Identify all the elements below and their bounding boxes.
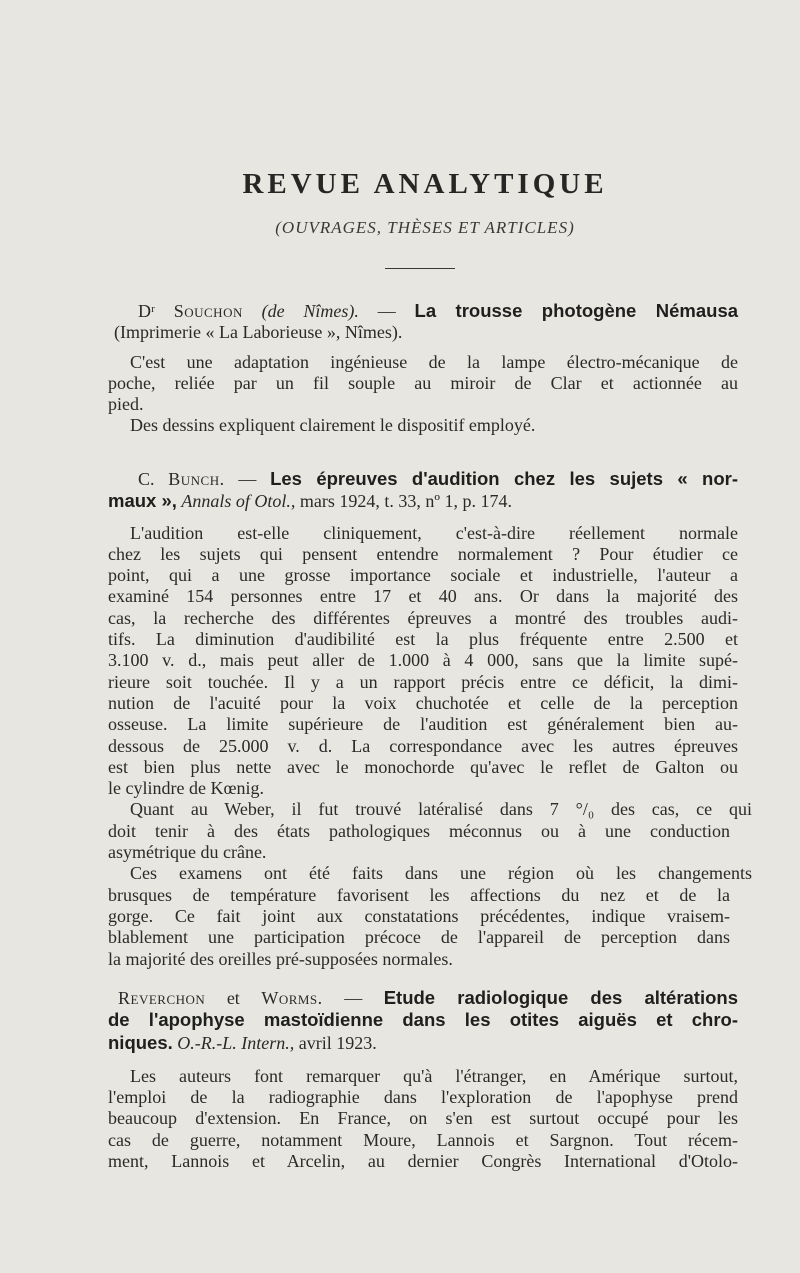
heading-dash: — <box>377 301 396 321</box>
article-title: Les épreuves d'audition chez les sujets « nor- <box>270 468 738 489</box>
entry-heading-cont <box>108 490 738 512</box>
entry-heading <box>108 987 738 1009</box>
text-line: gorge. Ce fait joint aux constatations précédentes, indique vraisem- <box>108 905 730 926</box>
text-line: ment, Lannois et Arcelin, au dernier Congrès International d'Otolo- <box>108 1151 738 1172</box>
author-prefix: Dʳ <box>138 301 155 321</box>
text-line: chez les sujets qui pensent entendre normalement ? Pour étudier ce <box>108 543 738 564</box>
text-line: Ces examens ont été faits dans une région où les changements <box>130 863 752 884</box>
article-title-cont: maux », <box>108 490 177 512</box>
text-line: l'emploi de la radiographie dans l'exploration de l'apophyse prend <box>108 1087 738 1108</box>
citation: mars 1924, t. 33, nº 1, p. 174. <box>299 491 512 512</box>
publisher-line: (Imprimerie « La Laborieuse », Nîmes). <box>114 322 403 343</box>
text-line: osseuse. La limite supérieure de l'audition est généralement bien au- <box>108 714 738 735</box>
author-initial: C. <box>138 469 155 489</box>
text-line: Quant au Weber, il fut trouvé latéralisé dans 7 °/₀ des cas, ce qui <box>130 799 752 820</box>
text-line: Les auteurs font remarquer qu'à l'étranger, en Amérique surtout, <box>130 1065 738 1086</box>
entry-heading <box>108 300 738 322</box>
entry-heading <box>108 468 738 490</box>
author-name: Reverchon <box>118 988 206 1008</box>
heading-dash: — <box>344 988 363 1008</box>
text-line: examiné 154 personnes entre 17 et 40 ans. Or dans la majorité des <box>108 586 738 607</box>
text-line: brusques de température favorisent les affections du nez et de la <box>108 884 730 905</box>
text-line: point, qui a une grosse importance sociale et industrielle, l'auteur a <box>108 565 738 586</box>
entry-reverchon-worms <box>108 987 738 1172</box>
entry-souchon <box>108 300 738 437</box>
author-name-2: Worms. <box>261 988 323 1008</box>
text-line: C'est une adaptation ingénieuse de la lampe électro-mécanique de <box>130 351 738 372</box>
page-subtitle: (OUVRAGES, THÈSES ET ARTICLES) <box>275 218 575 237</box>
text-line: la majorité des oreilles pré-supposées normales. <box>108 948 453 969</box>
text-line: blablement une participation précoce de l'appareil de perception dans <box>108 927 730 948</box>
title-divider <box>385 268 455 269</box>
text-line: le cylindre de Kœnig. <box>108 778 264 799</box>
text-line: tifs. La diminution d'audibilité est la plus fréquente entre 2.500 et <box>108 629 738 650</box>
journal-name: Annals of Otol., <box>181 491 296 512</box>
page-title: REVUE ANALYTIQUE <box>242 168 608 200</box>
text-line: cas, la recherche des différentes épreuves a montré des troubles audi- <box>108 607 738 628</box>
text-line: pied. <box>108 394 144 415</box>
text-line: beaucoup d'extension. En France, on s'en est surtout occupé pour les <box>108 1108 738 1129</box>
text-line: asymétrique du crâne. <box>108 842 267 863</box>
entry-heading-cont <box>108 1032 738 1054</box>
text-line: 3.100 v. d., mais peut aller de 1.000 à 4 000, sans que la limite supé- <box>108 650 738 671</box>
text-line: dessous de 25.000 v. d. La correspondance avec les autres épreuves <box>108 735 738 756</box>
text-line: est bien plus nette avec le monochorde qu'avec le reflet de Galton ou <box>108 756 738 777</box>
author-connector: et <box>226 988 240 1008</box>
article-title: Etude radiologique des altérations <box>383 987 738 1008</box>
article-title-cont: de l'apophyse mastoïdienne dans les otites aiguës et chro- <box>108 1009 738 1031</box>
article-title-end: niques. <box>108 1031 173 1053</box>
text-line: nution de l'acuité pour la voix chuchotée et celle de la perception <box>108 692 738 713</box>
text-line: cas de guerre, notamment Moure, Lannois et Sargnon. Tout récem- <box>108 1129 738 1150</box>
text-line: poche, reliée par un fil souple au miroir de Clar et actionnée au <box>108 372 738 393</box>
text-line: doit tenir à des états pathologiques méconnus ou à une conduction <box>108 820 730 841</box>
author-location: (de Nîmes). <box>261 301 359 321</box>
citation: avril 1923. <box>298 1032 377 1053</box>
author-name: Bunch. <box>168 469 225 489</box>
journal-name: O.-R.-L. Intern., <box>177 1032 295 1053</box>
text-line: L'audition est-elle cliniquement, c'est-à-dire réellement normale <box>130 522 738 543</box>
heading-dash: — <box>238 469 257 489</box>
article-title: La trousse photogène Némausa <box>414 300 739 321</box>
author-name: Souchon <box>173 301 243 321</box>
entry-heading-cont <box>108 1009 738 1031</box>
text-line: rieure soit touchée. Il y a un rapport précis entre ce déficit, la dimi- <box>108 671 738 692</box>
text-line: Des dessins expliquent clairement le dispositif employé. <box>130 415 536 436</box>
entry-bunch <box>108 468 752 970</box>
